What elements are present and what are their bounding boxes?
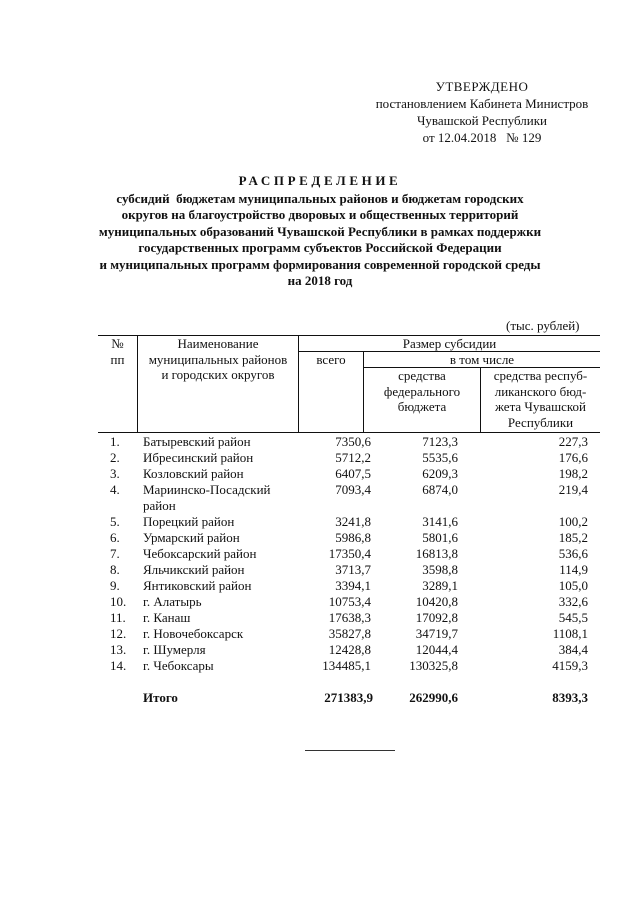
row-republic: 198,2 (558, 466, 588, 481)
row-federal: 6874,0 (422, 482, 458, 497)
row-number: 7. (110, 546, 120, 561)
header-num: № пп (110, 336, 125, 367)
row-republic: 100,2 (558, 514, 588, 529)
row-republic: 384,4 (558, 642, 588, 657)
table-row (98, 578, 600, 594)
row-name: г. Канаш (143, 610, 191, 625)
row-name: г. Шумерля (143, 642, 206, 657)
totals-row (98, 690, 600, 708)
row-federal: 16813,8 (415, 546, 458, 561)
row-federal: 10420,8 (415, 594, 458, 609)
header-federal: средства федерального бюджета (383, 368, 461, 414)
row-total: 12428,8 (328, 642, 371, 657)
row-name: Яльчикский район (143, 562, 245, 577)
approval-line: постановлением Кабинета Министров (375, 96, 589, 111)
row-federal: 17092,8 (415, 610, 458, 625)
table-row (98, 610, 600, 626)
row-federal: 34719,7 (415, 626, 458, 641)
approval-line: Чувашской Республики (416, 113, 548, 128)
header-republic: средства респуб- ликанского бюд- жета Чувашской Республики (493, 368, 588, 430)
totals-republic: 8393,3 (552, 690, 588, 705)
row-federal: 7123,3 (422, 434, 458, 449)
title-line: субсидий бюджетам муниципальных районов и бюджетам городских (116, 190, 524, 206)
document-heading: РАСПРЕДЕЛЕНИЕ (238, 173, 402, 188)
row-federal: 3598,8 (422, 562, 458, 577)
row-total: 35827,8 (328, 626, 371, 641)
title-line: государственных программ субъектов Российской Федерации (138, 240, 502, 255)
totals-federal: 262990,6 (409, 690, 458, 705)
row-name: Батыревский район (143, 434, 251, 449)
row-name: Козловский район (143, 466, 244, 481)
row-number: 8. (110, 562, 120, 577)
totals-label: Итого (143, 690, 178, 705)
approval-title: УТВЕРЖДЕНО (435, 79, 529, 94)
row-number: 14. (110, 658, 127, 673)
row-name: г. Новочебоксарск (143, 626, 244, 641)
row-number: 10. (110, 594, 127, 609)
row-total: 17638,3 (328, 610, 371, 625)
end-rule (305, 750, 395, 751)
row-name: Урмарский район (143, 530, 240, 545)
row-federal: 130325,8 (409, 658, 458, 673)
header-name: Наименование муниципальных районов и городских округов (148, 336, 288, 382)
row-federal: 3289,1 (422, 578, 458, 593)
title-line: муниципальных образований Чувашской Республики в рамках поддержки (98, 223, 542, 239)
approval-date: от 12.04.2018 № 129 (422, 130, 542, 145)
row-republic: 185,2 (558, 530, 588, 545)
row-republic: 176,6 (558, 450, 588, 465)
row-republic: 1108,1 (552, 626, 588, 641)
row-number: 11. (110, 610, 126, 625)
table-row (98, 450, 600, 466)
header-total: всего (316, 352, 346, 367)
row-federal: 5535,6 (422, 450, 458, 465)
row-republic: 545,5 (558, 610, 588, 625)
row-number: 9. (110, 578, 120, 593)
document-title (90, 173, 550, 290)
row-number: 12. (110, 626, 127, 641)
row-total: 3241,8 (335, 514, 371, 529)
header-including: в том числе (449, 352, 515, 367)
row-name: г. Чебоксары (143, 658, 214, 673)
row-name: г. Алатырь (143, 594, 202, 609)
row-name: Ибресинский район (143, 450, 254, 465)
row-federal: 6209,3 (422, 466, 458, 481)
table-row (98, 594, 600, 610)
table-row (98, 546, 600, 562)
row-total: 6407,5 (335, 466, 371, 481)
totals-total: 271383,9 (324, 690, 373, 705)
row-name: Порецкий район (143, 514, 235, 529)
title-line: округов на благоустройство дворовых и общественных территорий (121, 207, 519, 222)
table-row (98, 514, 600, 530)
table-row (98, 466, 600, 482)
table-header (98, 335, 600, 433)
row-total: 3713,7 (335, 562, 371, 577)
row-total: 5712,2 (335, 450, 371, 465)
table-row (98, 626, 600, 642)
row-federal: 5801,6 (422, 530, 458, 545)
row-federal: 3141,6 (422, 514, 458, 529)
row-federal: 12044,4 (415, 642, 458, 657)
table-row (98, 642, 600, 658)
row-total: 134485,1 (322, 658, 371, 673)
row-total: 7093,4 (335, 482, 371, 497)
row-republic: 227,3 (558, 434, 588, 449)
title-line: на 2018 год (287, 273, 353, 288)
row-total: 17350,4 (328, 546, 371, 561)
row-total: 3394,1 (335, 578, 371, 593)
approval-block (362, 78, 602, 146)
table-row (98, 530, 600, 546)
row-republic: 332,6 (558, 594, 588, 609)
row-number: 4. (110, 482, 120, 497)
row-total: 5986,8 (335, 530, 371, 545)
row-number: 5. (110, 514, 120, 529)
header-subsidy-size: Размер субсидии (402, 336, 497, 351)
table-row (98, 482, 600, 514)
row-number: 1. (110, 434, 120, 449)
table-row (98, 562, 600, 578)
row-republic: 536,6 (558, 546, 588, 561)
row-number: 13. (110, 642, 127, 657)
table-body (98, 434, 600, 674)
table-row (98, 658, 600, 674)
row-republic: 219,4 (558, 482, 588, 497)
row-republic: 114,9 (559, 562, 588, 577)
title-line: и муниципальных программ формирования современной городской среды (99, 256, 541, 272)
row-name: Мариинско-Посадский район (143, 482, 271, 513)
unit-label: (тыс. рублей) (506, 318, 580, 333)
row-total: 10753,4 (328, 594, 371, 609)
row-name: Чебоксарский район (143, 546, 257, 561)
row-name: Янтиковский район (143, 578, 252, 593)
row-republic: 4159,3 (552, 658, 588, 673)
row-number: 2. (110, 450, 120, 465)
row-number: 3. (110, 466, 120, 481)
row-total: 7350,6 (335, 434, 371, 449)
table-row (98, 434, 600, 450)
header-bottom-rule (98, 432, 600, 433)
row-republic: 105,0 (558, 578, 588, 593)
row-number: 6. (110, 530, 120, 545)
